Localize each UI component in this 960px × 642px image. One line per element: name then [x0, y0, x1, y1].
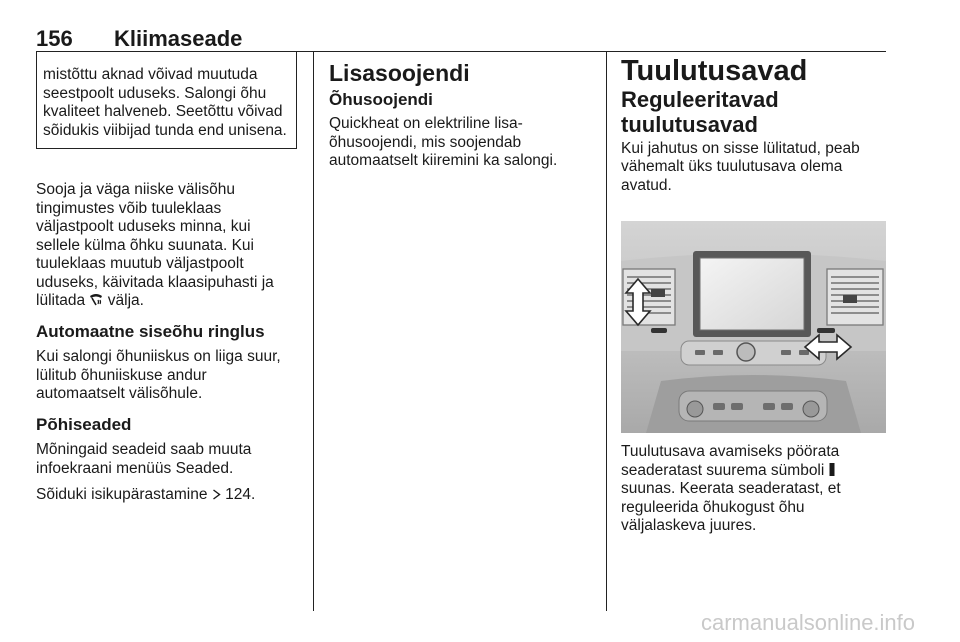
paragraph-cooling-vent: Kui jahutus on sisse lülitatud, peab vähemalt üks tuulutusava olema avatud.: [621, 139, 860, 194]
column-3-lower: [621, 443, 886, 536]
watermark: carmanualsonline.info: [701, 610, 916, 635]
heading-auto-recirculation: Automaatne siseõhu ringlus: [36, 321, 265, 341]
column-divider-2: [606, 51, 607, 611]
paragraph-fog: [36, 181, 298, 311]
chapter-title: Kliimaseade: [114, 26, 243, 51]
windshield-wiper-icon: [89, 292, 107, 309]
column-1: [36, 181, 298, 505]
paragraph-vent-thumbwheel: [621, 443, 886, 536]
heading-air-vents: Tuulutusavad: [621, 55, 808, 87]
notice-box: [36, 52, 297, 149]
paragraph-quickheat: Quickheat on elektriline lisa-õhusoojendi, mis soojendab automaatselt kiiremini ka salongi.: [329, 115, 558, 169]
large-bar-symbol-icon: [829, 462, 835, 479]
personalisation-page-link[interactable]: 124.: [225, 486, 256, 503]
dashboard-vents-illustration: [621, 221, 886, 433]
column-2: [329, 60, 594, 171]
column-3: [621, 55, 886, 195]
paragraph-auto-recirculation: Kui salongi õhuniiskus on liiga suur, lülitub õhuniiskuse andur automaatselt välisõhule.: [36, 348, 281, 402]
vent-thumbwheel-text: Tuulutusava avamiseks pöörata seaderatast suurema sümboli: [621, 443, 840, 479]
notice-text: mistõttu aknad võivad muutuda seestpoolt uduseks. Salongi õhu kvaliteet halveneb. Seetõttu võivad sõidukis viibijad tunda end unisena.: [43, 66, 287, 139]
personalisation-text: Sõiduki isikupärastamine: [36, 486, 208, 503]
paragraph-basic-settings: Mõningaid seadeid saab muuta infoekraani menüüs Seaded.: [36, 441, 252, 477]
page-reference-arrow-icon: [212, 486, 225, 503]
page-number: 156: [36, 26, 73, 51]
paragraph-fog-end: välja.: [107, 292, 144, 309]
heading-additional-heater: Lisasoojendi: [329, 60, 470, 86]
page-header: [36, 26, 886, 52]
heading-air-heater: Õhusoojendi: [329, 89, 433, 109]
heading-adjustable-vents: Reguleeritavad tuulutusavad: [621, 86, 779, 137]
vent-thumbwheel-end: suunas. Keerata seaderatast, et reguleerida õhukogust õhu väljalaskeva juures.: [621, 480, 841, 534]
paragraph-fog-text: Sooja ja väga niiske välisõhu tingimustes võib tuuleklaas väljastpoolt uduseks minna, kui sellele külma õhku suunata. Kui tuuleklaas muutub väljastpoolt uduseks, käivitada klaasipuhasti ja lülitada: [36, 181, 274, 309]
paragraph-personalisation: [36, 486, 298, 505]
column-divider-1: [313, 51, 314, 611]
heading-basic-settings: Põhiseaded: [36, 414, 132, 434]
